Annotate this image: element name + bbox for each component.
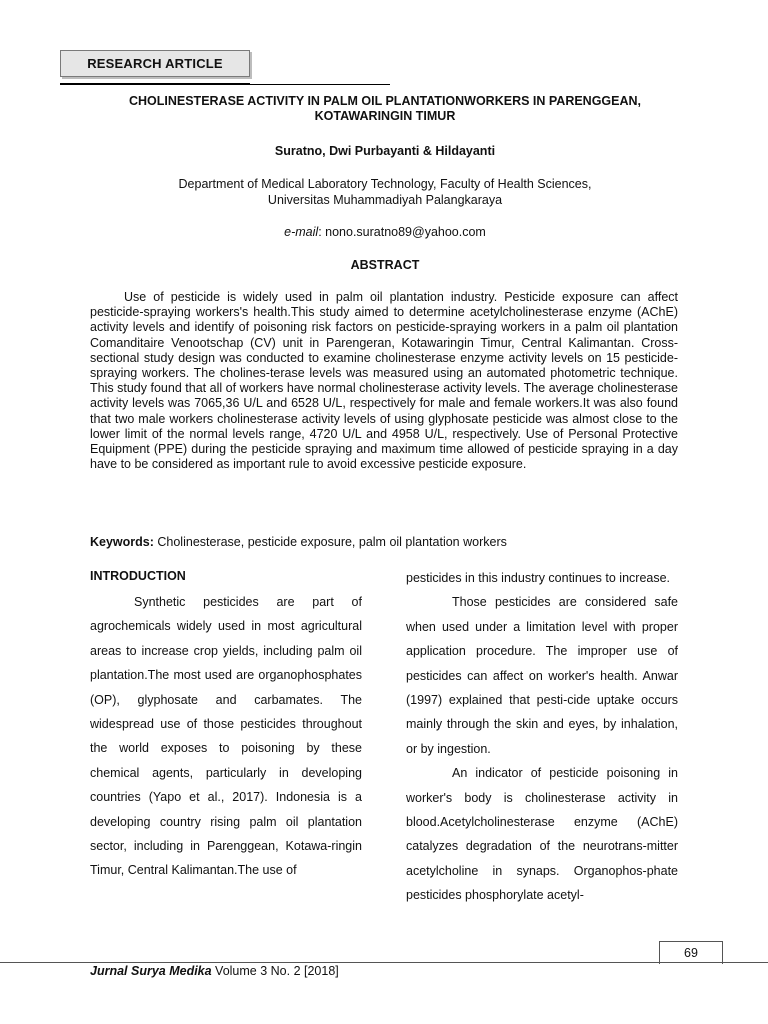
email-value: : nono.suratno89@yahoo.com [318, 225, 486, 239]
introduction-heading: INTRODUCTION [90, 569, 186, 583]
article-title: CHOLINESTERASE ACTIVITY IN PALM OIL PLANTATIONWORKERS IN PARENGGEAN, KOTAWARINGIN TIMUR [128, 94, 642, 123]
right-column [406, 566, 678, 908]
contact-email [80, 225, 690, 239]
header-rule-thin [250, 84, 390, 85]
abstract-heading: ABSTRACT [350, 258, 420, 272]
keywords-label: Keywords: [90, 535, 154, 549]
intro-paragraph-1-cont: pesticides in this industry continues to increase. [406, 571, 671, 585]
page-number: 69 [659, 941, 723, 964]
authors: Suratno, Dwi Purbayanti & Hildayanti [274, 144, 496, 158]
affiliation-line-1: Department of Medical Laboratory Technology, Faculty of Health Sciences, [178, 177, 592, 191]
intro-paragraph-3: An indicator of pesticide poisoning in worker's body is cholinesterase activity in blood.Acetylcholinesterase enzyme (AChE) catalyzes degradation of the neurotrans-mitter acetylcholine in synaps. Organophos-phate pesticides phosphorylate acetyl- [406, 766, 678, 903]
left-column [90, 566, 362, 883]
keywords [90, 535, 690, 549]
journal-footer [90, 964, 339, 978]
abstract-text: Use of pesticide is widely used in palm oil plantation industry. Pesticide exposure can affect pesticide-spraying workers's health.This study aimed to determine acetylcholinesterase enzyme (AChE) activity levels and identify of poisoning risk factors on pesticide-spraying workers in a palm oil plantation Comanditaire Venootschap (CV) unit in Parengeran, Kotawaringin Timur, Central Kalimantan. Cross-sectional study design was conducted to examine cholinesterase enzyme activity levels on 15 pesticide-spraying workers. The cholines-terase levels was measured using an automated photometric technique. This study found that all of workers have normal cholinesterase activity levels. The average cholinesterase activity levels was 7065,36 U/L and 6528 U/L, respectively for male and female workers.It was also found that two male workers cholinesterase activity levels of using glyphosate pesticide was almost close to the lower limit of the normal levels range, 4720 U/L and 4958 U/L, respectively. Use of Personal Protective Equipment (PPE) during the pesticide spraying and maximum time allowed of pesticide spraying in a day have to be considered as important rule to avoid excessive pesticide exposure. [90, 290, 678, 472]
intro-paragraph-2: Those pesticides are considered safe when used under a limitation level with proper application procedure. The improper use of pesticides can affect on worker's health. Anwar (1997) explained that pesti-cide uptake occurs mainly through the skin and eyes, by inhalation, or by ingestion. [406, 595, 678, 756]
footer-rule [0, 962, 768, 963]
affiliation-line-2: Universitas Muhammadiyah Palangkaraya [267, 193, 503, 207]
article-type-badge: RESEARCH ARTICLE [60, 50, 250, 77]
header-rule [60, 83, 250, 85]
email-label: e-mail [284, 225, 319, 239]
affiliation [80, 176, 690, 208]
intro-paragraph-1: Synthetic pesticides are part of agrochemicals widely used in most agricultural areas to increase crop yields, including palm oil plantation.The most used are organophosphates (OP), glyphosate and carbamates. The widespread use of those pesticides throughout the world exposes to poisoning by these chemical agents, particularly in developing countries (Yapo et al., 2017). Indonesia is a developing country rising palm oil plantation sector, including in Parenggean, Kotawa-ringin Timur, Central Kalimantan.The use of [90, 595, 362, 878]
journal-name: Jurnal Surya Medika [90, 964, 212, 978]
journal-volume: Volume 3 No. 2 [2018] [211, 964, 339, 978]
keywords-text: Cholinesterase, pesticide exposure, palm oil plantation workers [153, 535, 507, 549]
